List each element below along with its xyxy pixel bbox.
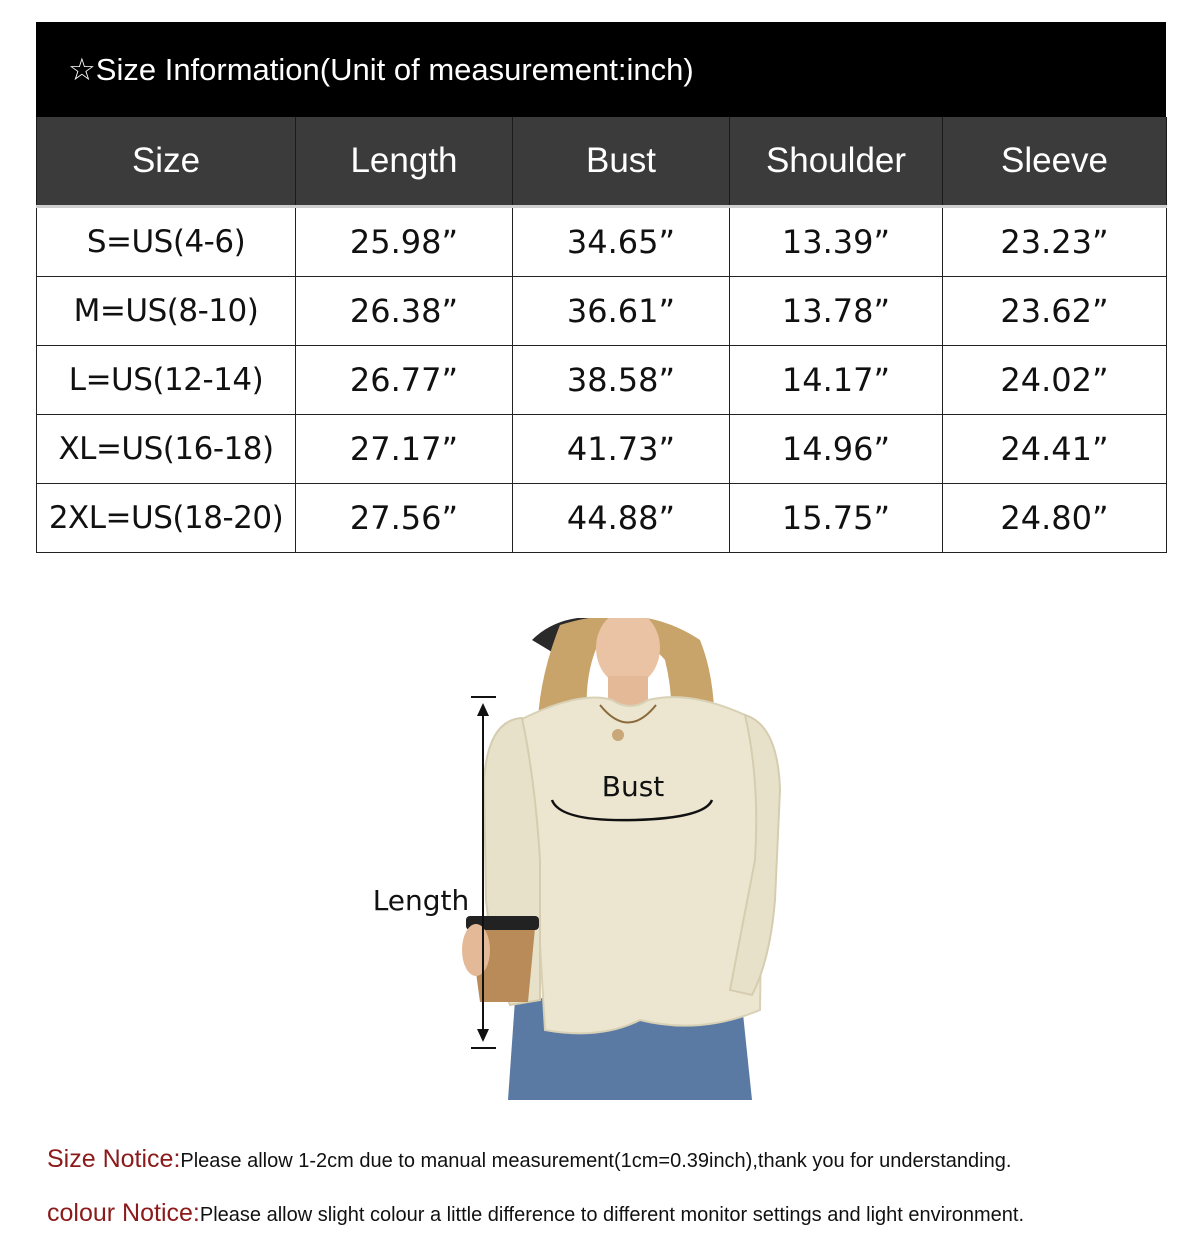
length-arrow-up-icon — [477, 703, 489, 716]
sweater-shape — [520, 697, 764, 1033]
length-cell: 27.17” — [296, 415, 513, 484]
sleeve-cell: 24.80” — [943, 484, 1167, 553]
bust-cell: 41.73” — [513, 415, 730, 484]
header-size: Size — [37, 117, 296, 207]
bust-cell: 44.88” — [513, 484, 730, 553]
sleeve-cell: 23.23” — [943, 207, 1167, 277]
bust-cell: 38.58” — [513, 346, 730, 415]
size-info-title: ☆Size Information(Unit of measurement:inch) — [36, 22, 1166, 117]
shoulder-cell: 13.39” — [730, 207, 943, 277]
size-notice — [47, 1145, 1011, 1174]
shoulder-cell: 14.96” — [730, 415, 943, 484]
length-cell: 27.56” — [296, 484, 513, 553]
table-row — [37, 207, 1167, 277]
sleeve-cell: 24.41” — [943, 415, 1167, 484]
sleeve-cell: 23.62” — [943, 277, 1167, 346]
size-chart-table — [36, 117, 1167, 553]
size-notice-label: Size Notice: — [47, 1145, 181, 1173]
length-arrow-down-icon — [477, 1029, 489, 1042]
length-cell: 26.38” — [296, 277, 513, 346]
colour-notice-label: colour Notice: — [47, 1199, 200, 1227]
size-cell: M=US(8-10) — [37, 277, 296, 346]
header-sleeve: Sleeve — [943, 117, 1167, 207]
length-label: Length — [372, 884, 470, 917]
pendant-shape — [612, 729, 624, 741]
length-cell: 26.77” — [296, 346, 513, 415]
size-cell: XL=US(16-18) — [37, 415, 296, 484]
size-cell: S=US(4-6) — [37, 207, 296, 277]
header-length: Length — [296, 117, 513, 207]
size-cell: 2XL=US(18-20) — [37, 484, 296, 553]
header-bust: Bust — [513, 117, 730, 207]
bust-cell: 36.61” — [513, 277, 730, 346]
length-cell: 25.98” — [296, 207, 513, 277]
size-notice-text: Please allow 1-2cm due to manual measurement(1cm=0.39inch),thank you for understanding. — [180, 1150, 1012, 1172]
bust-cell: 34.65” — [513, 207, 730, 277]
shoulder-cell: 15.75” — [730, 484, 943, 553]
shoulder-cell: 13.78” — [730, 277, 943, 346]
hand-shape — [462, 924, 490, 976]
table-header-row — [37, 117, 1167, 207]
table-row — [37, 484, 1167, 553]
sleeve-cell: 24.02” — [943, 346, 1167, 415]
bust-label: Bust — [601, 770, 665, 803]
table-row — [37, 415, 1167, 484]
colour-notice — [47, 1199, 1024, 1228]
header-shoulder: Shoulder — [730, 117, 943, 207]
shoulder-cell: 14.17” — [730, 346, 943, 415]
model-measurement-illustration — [360, 618, 810, 1100]
table-row — [37, 277, 1167, 346]
colour-notice-text: Please allow slight colour a little difference to different monitor settings and light environment. — [199, 1204, 1025, 1226]
table-row — [37, 346, 1167, 415]
size-cell: L=US(12-14) — [37, 346, 296, 415]
